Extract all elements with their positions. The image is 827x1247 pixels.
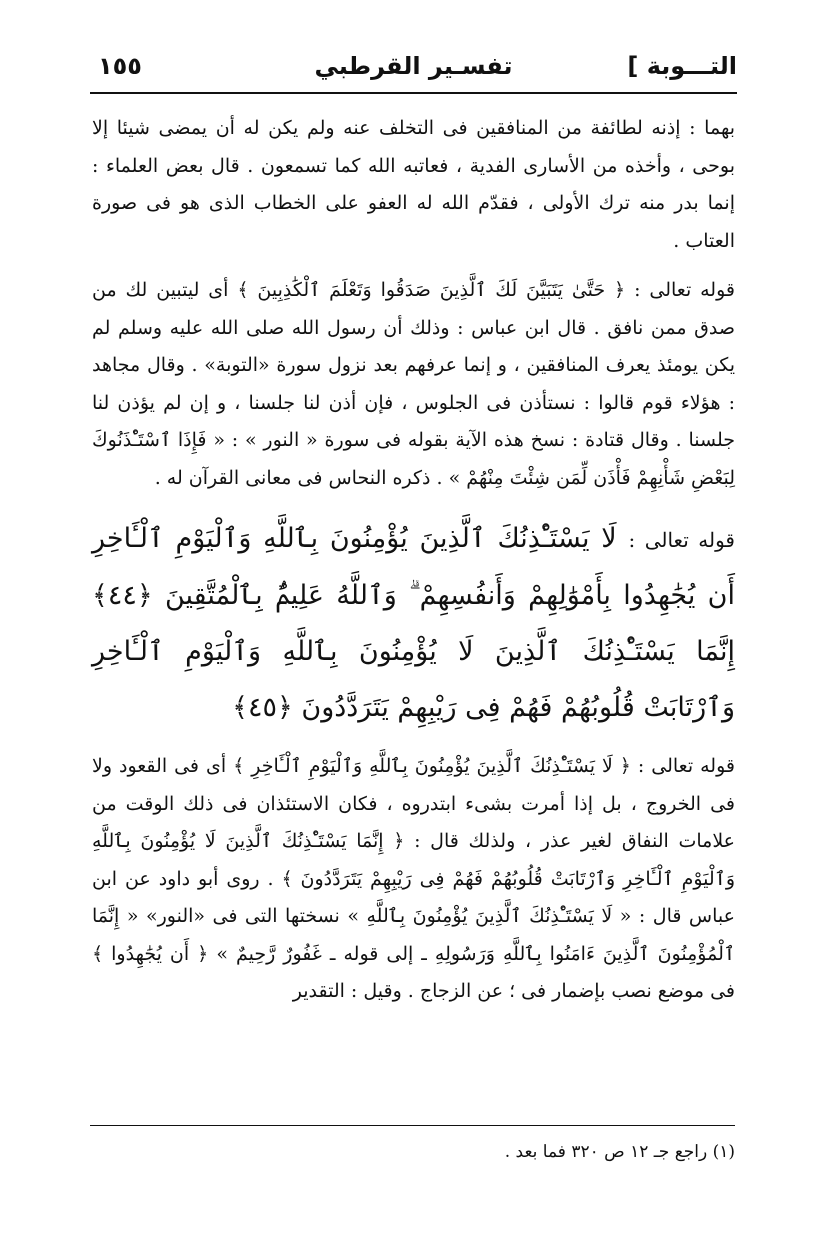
verse-text: لَا يَسْتَـْٔذِنُكَ ٱلَّذِينَ يُؤْمِنُونَ بِٱللَّهِ وَٱلْيَوْمِ ٱلْـَٔاخِرِ أَن يُجَٰهِدُوا بِأَمْوَٰلِهِمْ وَأَنفُسِهِمْ ۗ وَٱللَّهُ عَلِيمٌۢ بِٱلْمُتَّقِينَ ﴿٤٤﴾ إِنَّمَا يَسْتَـْٔذِنُكَ ٱلَّذِينَ لَا يُؤْمِنُونَ بِٱللَّهِ وَٱلْيَوْمِ ٱلْـَٔاخِرِ وَٱرْتَابَتْ قُلُوبُهُمْ فَهُمْ فِى رَيْبِهِمْ يَتَرَدَّدُونَ ﴿٤٥﴾ bbox=[92, 523, 735, 723]
paragraph-3: قوله تعالى : ﴿ لَا يَسْتَـْٔذِنُكَ ٱلَّذِينَ يُؤْمِنُونَ بِٱللَّهِ وَٱلْيَوْمِ ٱلْـَٔاخِرِ ﴾ أى فى القعود ولا فى الخروج ، بل إذا أمرت بشىء ابتدروه ، فكان الاستئذان فى ذلك الوقت من علامات النفاق لغير عذر ، ولذلك قال : ﴿ إِنَّمَا يَسْتَـْٔذِنُكَ ٱلَّذِينَ لَا يُؤْمِنُونَ بِٱللَّهِ وَٱلْيَوْمِ ٱلْـَٔاخِرِ وَٱرْتَابَتْ قُلُوبُهُمْ فَهُمْ فِى رَيْبِهِمْ يَتَرَدَّدُونَ ﴾ . روى أبو داود عن ابن عباس قال : « لَا يَسْتَـْٔذِنُكَ ٱلَّذِينَ يُؤْمِنُونَ بِٱللَّهِ » نسختها التى فى «النور» « إِنَّمَا ٱلْمُؤْمِنُونَ ٱلَّذِينَ ءَامَنُوا بِٱللَّهِ وَرَسُولِهِ ـ إلى قوله ـ غَفُورٌ رَّحِيمٌ » ﴿ أَن يُجَٰهِدُوا ﴾ فى موضع نصب بإضمار فى ؛ عن الزجاج . وقيل : التقدير bbox=[92, 755, 735, 1002]
footnote: (١) راجع جـ ١٢ ص ٣٢٠ فما بعد . bbox=[504, 1142, 735, 1162]
footnote-divider bbox=[90, 1125, 735, 1126]
paragraph-2: قوله تعالى : ﴿ حَتَّىٰ يَتَبَيَّنَ لَكَ ٱلَّذِينَ صَدَقُوا وَتَعْلَمَ ٱلْكَٰذِبِينَ ﴾ أى ليتبين لك من صدق ممن نافق . قال ابن عباس : وذلك أن رسول الله صلى الله عليه وسلم لم يكن يومئذ يعرف المنافقين ، و إنما عرفهم بعد نزول سورة «التوبة» . وقال مجاهد : هؤلاء قوم قالوا : نستأذن فى الجلوس ، فإن أذن لنا جلسنا ، و إن لم يؤذن لنا جلسنا . وقال قتادة : نسخ هذه الآية بقوله فى سورة « النور » : « فَإِذَا ٱسْتَـْٔذَنُوكَ لِبَعْضِ شَأْنِهِمْ فَأْذَن لِّمَن شِئْتَ مِنْهُمْ » . ذكره النحاس فى معانى القرآن له . bbox=[92, 279, 735, 489]
running-header bbox=[90, 48, 737, 94]
page-body bbox=[92, 110, 735, 1023]
quran-verse-block bbox=[92, 511, 735, 736]
paragraph-1: بهما : إذنه لطائفة من المنافقين فى التخلف عنه ولم يكن له أن يمضى شيئا إلا بوحى ، وأخذه من الأسارى الفدية ، فعاتبه الله كما تسمعون . قال بعض العلماء : إنما بدر منه ترك الأولى ، فقدّم الله له العفو على الخطاب الذى هو فى صورة العتاب . bbox=[92, 117, 735, 252]
header-sura-name: التـــوبة ] bbox=[627, 52, 737, 80]
page-number: ١٥٥ bbox=[98, 52, 142, 80]
header-book-title: تفسـير القرطبي bbox=[314, 52, 513, 80]
verse-lead: قوله تعالى : bbox=[628, 528, 735, 552]
